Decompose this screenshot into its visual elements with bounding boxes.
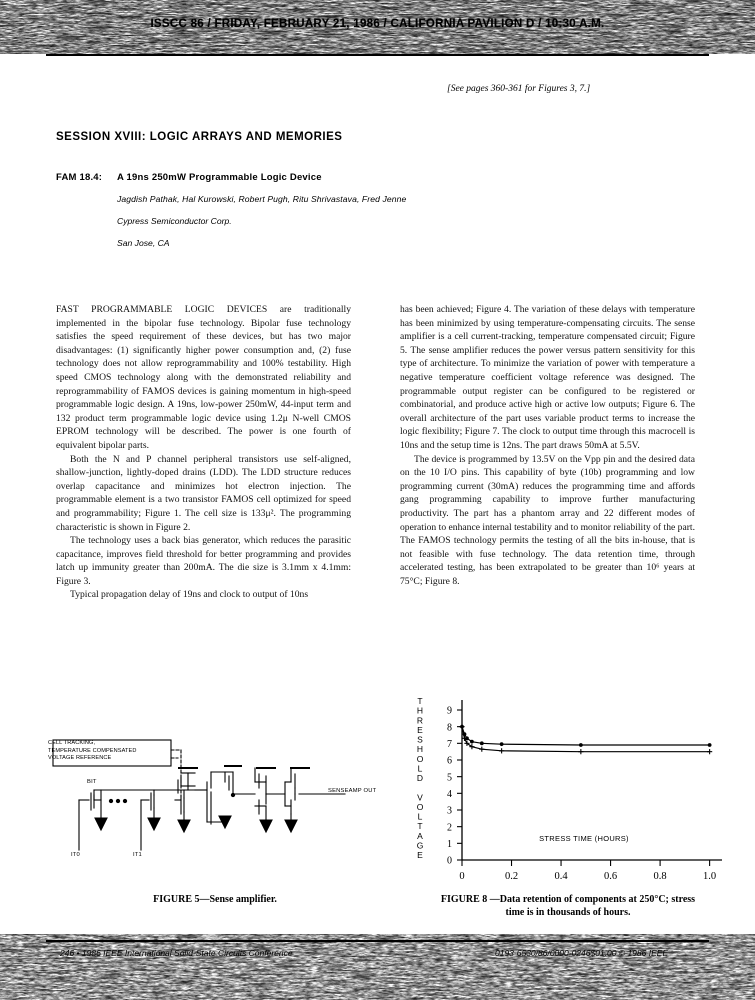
svg-text:S: S <box>417 734 423 745</box>
paragraph: Both the N and P channel peripheral transistors use self-aligned, shallow-junction, lightly-doped drains (LDD). The LDD structure reduces overlap capacitance and minimizes hot electron injection. The programmable element is a two transistor FAMOS cell optimized for speed and programmability; Figure 1. The cell size is 133μ². The programming characteristic is shown in Figure 2. <box>56 453 351 533</box>
paper-number: FAM 18.4: <box>56 172 103 183</box>
svg-text:7: 7 <box>447 738 452 750</box>
svg-text:L: L <box>417 763 423 774</box>
svg-text:6: 6 <box>447 755 452 767</box>
see-pages-note: [See pages 360-361 for Figures 3, 7.] <box>447 84 591 94</box>
svg-text:1: 1 <box>447 838 452 850</box>
svg-text:A: A <box>417 830 423 841</box>
figure-5-schematic <box>45 738 385 913</box>
svg-text:4: 4 <box>447 788 452 800</box>
svg-text:0.2: 0.2 <box>504 871 519 882</box>
svg-text:8: 8 <box>447 722 452 734</box>
svg-text:R: R <box>416 715 424 726</box>
figure-8-chart <box>404 692 734 912</box>
running-head: ISSCC 86 / FRIDAY, FEBRUARY 21, 1986 / CALIFORNIA PAVILION D / 10:30 A.M. <box>150 18 605 30</box>
body-column-left <box>56 303 351 602</box>
svg-text:H: H <box>416 744 424 755</box>
svg-text:0.8: 0.8 <box>653 871 667 882</box>
scan-noise-top-graphic <box>0 0 755 62</box>
svg-text:3: 3 <box>447 805 452 817</box>
svg-text:E: E <box>417 850 423 860</box>
paragraph: FAST PROGRAMMABLE LOGIC DEVICES are traditionally implemented in the bipolar fuse technology. Bipolar fuse technology satisfies the speed requirement of these devices, but has two major disadvantages: (1) significantly higher power consumption and, (2) fuse technology does not allow reprogrammability and 100% testability. High speed CMOS technology along with the demonstrated reliability and reprogrammability of FAMOS devices is gaining momentum in high-speed programmable logic design. A 19ns, low-power 250mW, 44-input term and 132 product term programmable logic device using 1.2μ N-well CMOS EPROM technology will be described. The power is one fourth of equivalent bipolar parts. <box>56 304 351 451</box>
reference-box-line-3: VOLTAGE REFERENCE <box>48 755 112 762</box>
paragraph: The technology uses a back bias generator, which reduces the parasitic capacitance, improves field threshold for better programming and provides latch up immunity greater than 200mA. The die size is 3.1mm x 4.1mm: Figure 3. <box>56 535 351 587</box>
top-scan-noise-band <box>0 0 755 62</box>
body-column-right <box>400 303 695 588</box>
author-list: Jagdish Pathak, Hal Kurowski, Robert Pugh, Ritu Shrivastava, Fred Jenne <box>117 194 407 204</box>
top-rule <box>46 54 709 56</box>
svg-text:0.6: 0.6 <box>604 871 618 882</box>
paper-title: A 19ns 250mW Programmable Logic Device <box>117 172 322 183</box>
bottom-rule <box>46 940 709 942</box>
svg-text:5: 5 <box>447 772 452 784</box>
sense-amplifier-circuit-graphic <box>45 738 385 913</box>
reference-box-line-2: TEMPERATURE COMPENSATED <box>48 747 137 754</box>
figure-5-output-node-label: SENSEAMP OUT <box>328 788 377 794</box>
paragraph: Typical propagation delay of 19ns and clock to output of 10ns <box>70 589 309 601</box>
svg-text:0: 0 <box>459 871 465 882</box>
paragraph: has been achieved; Figure 4. The variation of these delays with temperature has been minimized by using temperature-compensating circuits. The sense amplifier is a cell current-tracking, temperature compensated circuit; Figure 5. The sense amplifier reduces the power versus pattern sensitivity for this type of architecture. To minimize the variation of power with temperature a negative temperature coefficient voltage reference was designed. The programmable output register can be configured to be registered or combinatorial, and produce active high or active low outputs; Figure 6. The overall architecture of the part uses variable product terms to increase the logic flexibility; Figure 7. The clock to output time through this macrocell is 10ns and the setup time is 12ns. The part draws 50mA at 5.5V. <box>400 304 695 451</box>
affiliation: Cypress Semiconductor Corp. <box>117 216 232 226</box>
scan-noise-bottom-graphic <box>0 934 755 1000</box>
svg-text:2: 2 <box>447 822 452 834</box>
svg-text:T: T <box>417 821 423 832</box>
svg-text:H: H <box>416 705 424 716</box>
svg-text:D: D <box>416 773 424 783</box>
svg-text:O: O <box>416 801 424 812</box>
svg-text:0: 0 <box>447 855 452 867</box>
svg-text:9: 9 <box>447 705 452 717</box>
figure-8-caption-line-1: FIGURE 8 —Data retention of components at 250°C; stress <box>440 894 696 905</box>
figure-8-caption-line-2: time is in thousands of hours. <box>505 907 631 918</box>
svg-text:0.4: 0.4 <box>554 871 568 882</box>
svg-text:STRESS TIME (HOURS): STRESS TIME (HOURS) <box>539 833 629 843</box>
bottom-scan-noise-band <box>0 934 755 1000</box>
svg-text:O: O <box>416 753 424 764</box>
svg-text:V: V <box>417 792 423 803</box>
footer-copyright: 0193-6530/86/0000-0246$01.00 © 1986 IEEE <box>495 948 669 958</box>
svg-text:T: T <box>417 696 423 706</box>
svg-text:G: G <box>416 840 424 851</box>
svg-text:1.0: 1.0 <box>703 871 717 882</box>
svg-text:E: E <box>417 724 423 735</box>
affiliation-city: San Jose, CA <box>117 238 170 248</box>
figure-5-caption: FIGURE 5—Sense amplifier. <box>153 894 277 905</box>
data-retention-plot-graphic <box>404 692 734 912</box>
figure-8-caption <box>400 893 736 919</box>
figure-5-it0-node-label: IT0 <box>71 852 80 858</box>
session-title: SESSION XVIII: LOGIC ARRAYS AND MEMORIES <box>56 131 343 143</box>
figure-5-it1-node-label: IT1 <box>133 852 142 858</box>
paragraph: The device is programmed by 13.5V on the Vpp pin and the desired data on the 10 I/O pins. This capability of byte (10b) programming and low programming current (30mA) reduces the programming time and affords gang programming capability to improve further manufacturing productivity. The part has a phantom array and 22 different modes of operation to enhance internal testability and to monitor reliability of the part. The FAMOS technology permits the testing of all the bits in-house, that is not feasible with fuse technology. The data retention time, through accelerated testing, has been extrapolated to be greater than 10⁶ years at 75°C; Figure 8. <box>400 453 695 587</box>
figure-5-reference-box-label <box>48 740 137 763</box>
reference-box-line-1: CELL TRACKING, <box>48 740 96 746</box>
svg-text:L: L <box>417 811 423 822</box>
figure-5-bit-node-label: BIT <box>87 779 97 785</box>
footer-page-conference: 246 • 1986 IEEE International Solid-State Circuits Conference <box>60 948 293 958</box>
